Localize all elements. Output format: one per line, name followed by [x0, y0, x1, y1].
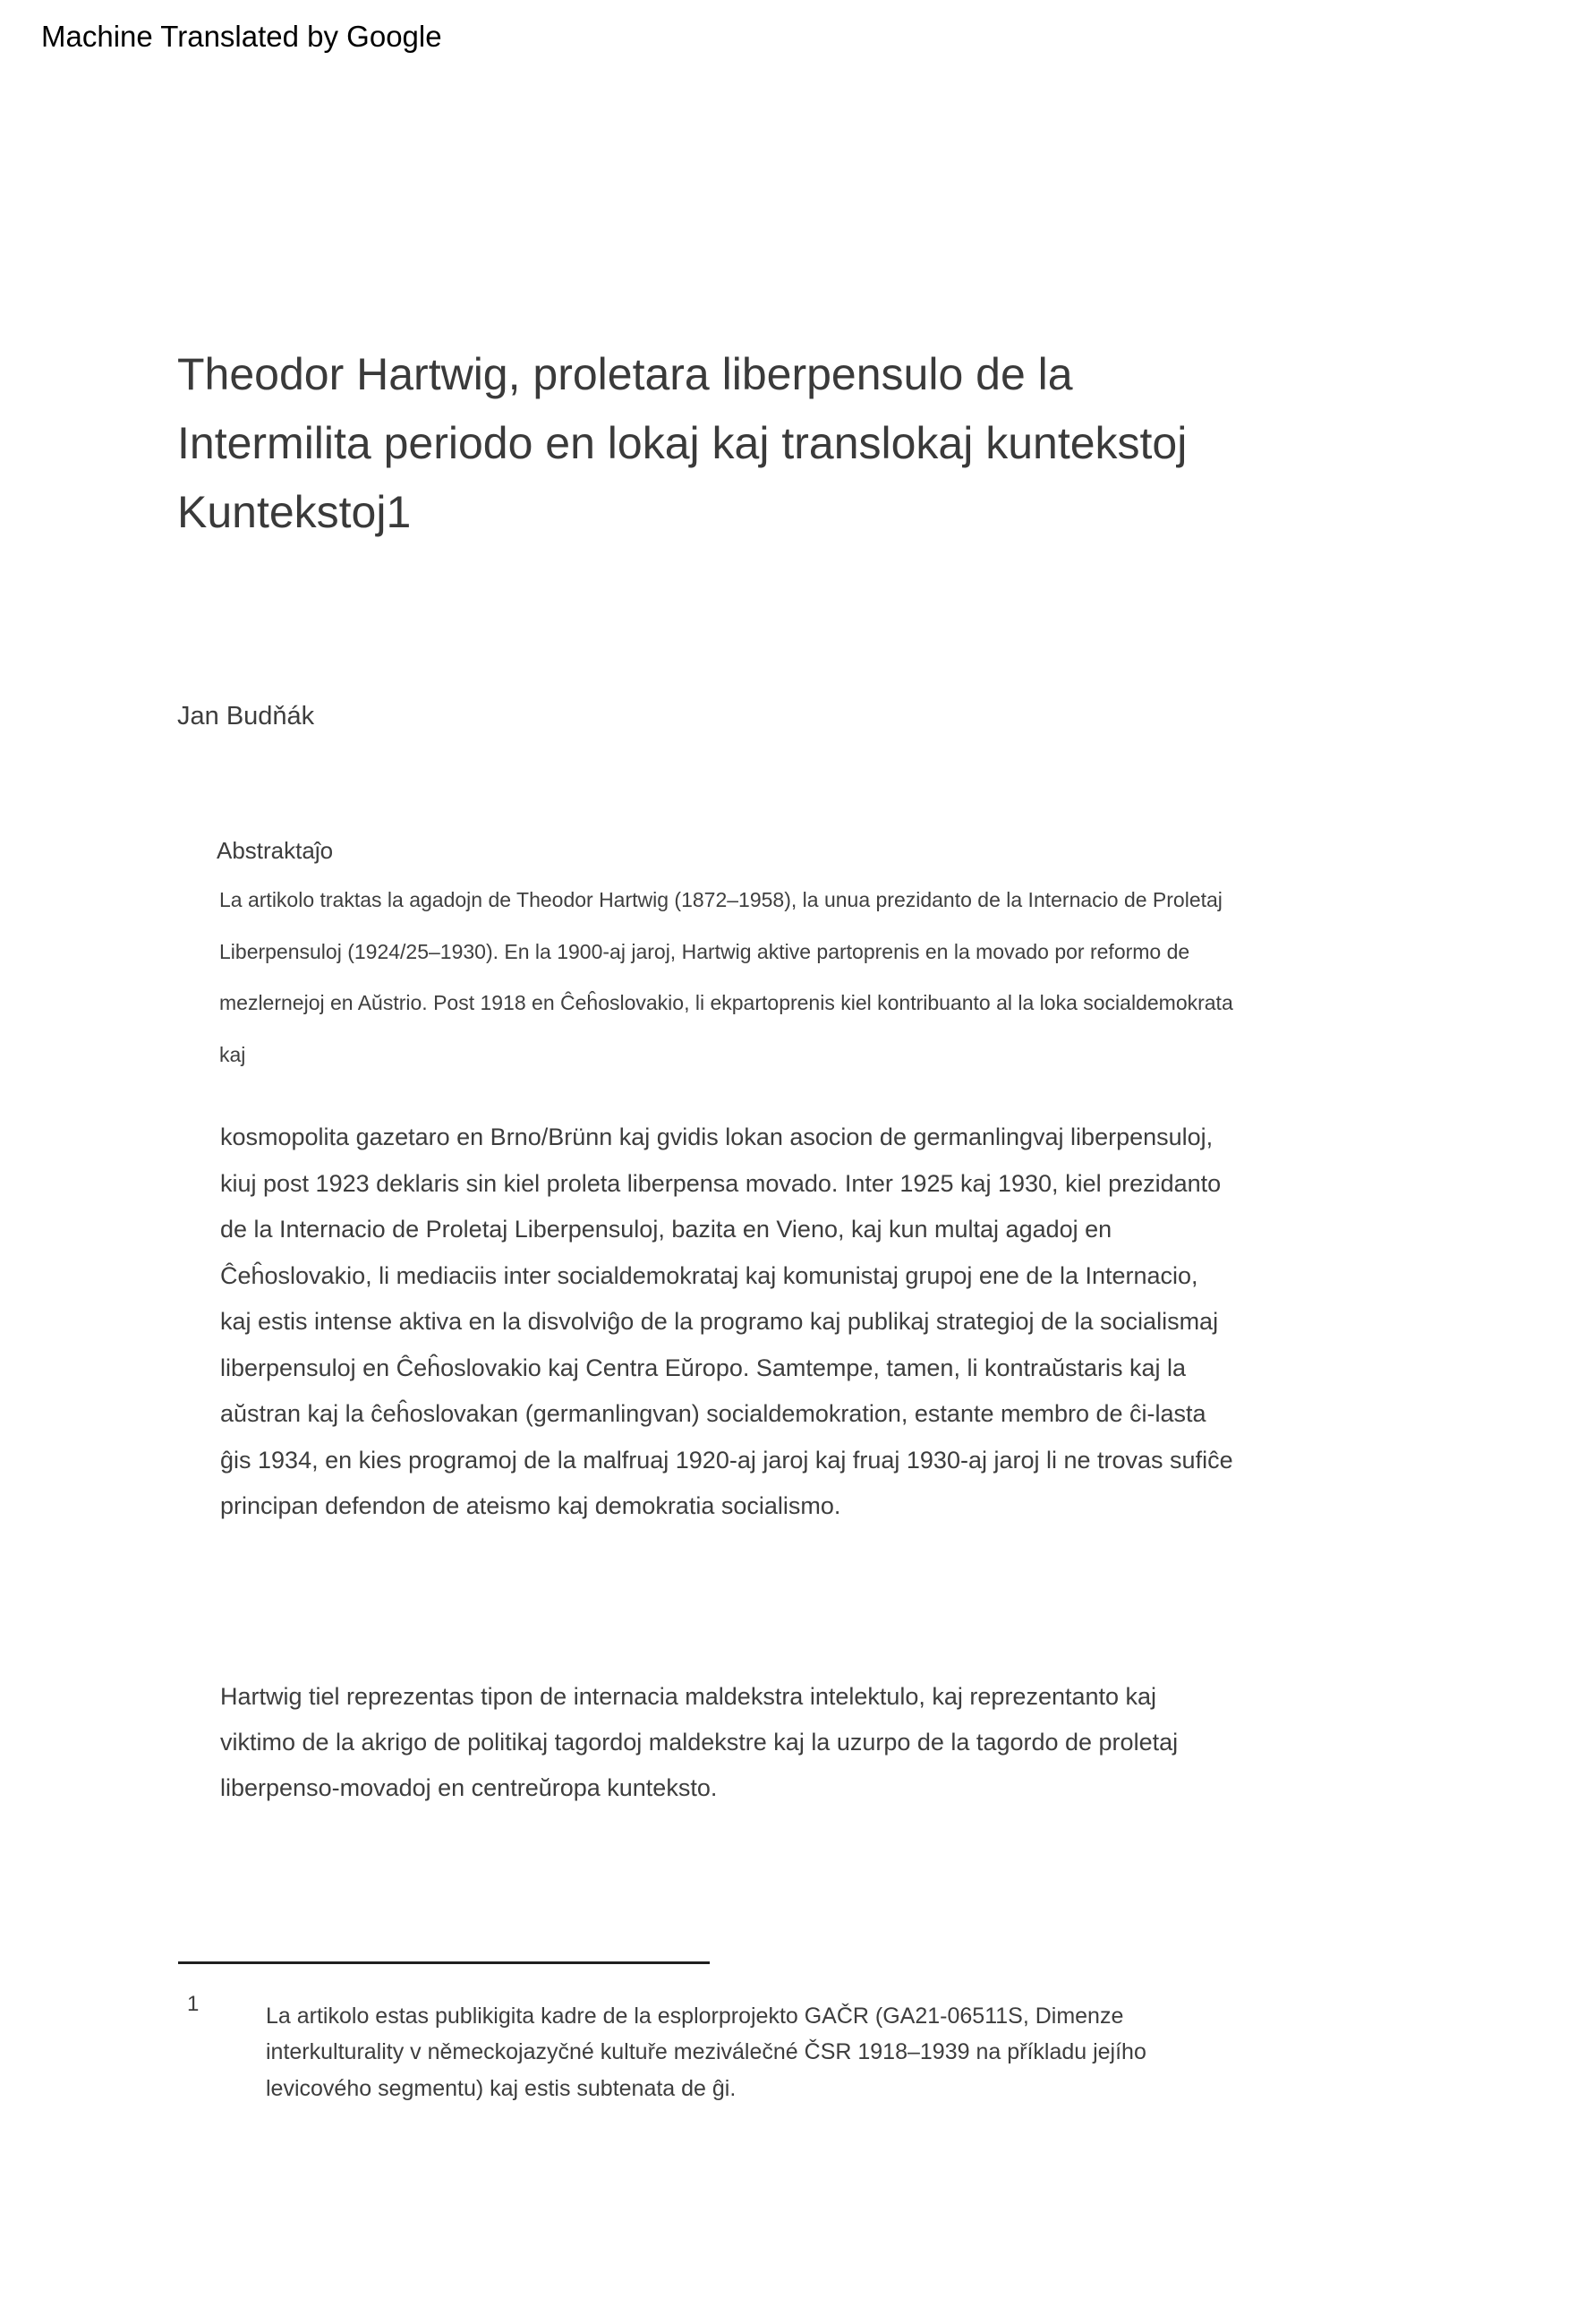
text-line: levicového segmentu) kaj estis subtenata de ĝi. [266, 2075, 737, 2101]
text-line: mezlernejoj en Aŭstrio. Post 1918 en Ĉeĥoslovakio, li ekpartoprenis kiel kontribuanto al la loka socialdemokrata [219, 991, 1233, 1015]
text-line: liberpensuloj en Ĉeĥoslovakio kaj Centra Eŭropo. Samtempe, tamen, li kontraŭstaris kaj la [220, 1354, 1187, 1381]
article-title [177, 340, 1187, 547]
abstract-label: Abstraktaĵo [217, 837, 334, 864]
text-line: kosmopolita gazetaro en Brno/Brünn kaj gvidis lokan asocion de germanlingvaj liberpensuloj, [220, 1124, 1214, 1150]
abstract-paragraph-2 [220, 1115, 1233, 1530]
text-line: La artikolo estas publikigita kadre de la esplorprojekto GAČR (GA21-06511S, Dimenze [266, 2004, 1124, 2029]
abstract-paragraph-1 [219, 875, 1233, 1081]
text-line: viktimo de la akrigo de politikaj tagordoj maldekstre kaj la uzurpo de la tagordo de proletaj [220, 1729, 1179, 1756]
footnote-text [266, 1998, 1146, 2106]
text-line: liberpenso-movadoj en centreŭropa kunteksto. [220, 1774, 718, 1801]
abstract-paragraph-3 [220, 1674, 1178, 1811]
text-line: de la Internacio de Proletaj Liberpensuloj, bazita en Vieno, kaj kun multaj agadoj en [220, 1216, 1112, 1243]
text-line: kiuj post 1923 deklaris sin kiel proleta liberpensa movado. Inter 1925 kaj 1930, kiel prezidanto [220, 1169, 1222, 1197]
author-name: Jan Budňák [177, 702, 315, 731]
text-line: kaj [219, 1042, 246, 1066]
text-line: Liberpensuloj (1924/25–1930). En la 1900-aj jaroj, Hartwig aktive partoprenis en la movado por reformo de [219, 939, 1190, 963]
machine-translated-note: Machine Translated by Google [41, 20, 442, 53]
text-line: aŭstran kaj la ĉeĥoslovakan (germanlingvan) socialdemokration, estante membro de ĉi-lasta [220, 1400, 1206, 1427]
title-line: Kuntekstoj1 [177, 487, 412, 537]
text-line: kaj estis intense aktiva en la disvolviĝo de la programo kaj publikaj strategioj de la socialismaj [220, 1308, 1219, 1335]
text-line: ĝis 1934, en kies programoj de la malfruaj 1920-aj jaroj kaj fruaj 1930-aj jaroj li ne trovas sufiĉe [220, 1446, 1233, 1474]
title-line: Intermilita periodo en lokaj kaj translokaj kuntekstoj [177, 418, 1188, 468]
footnote-divider [178, 1961, 710, 1964]
text-line: interkulturality v německojazyčné kultuře meziválečné ČSR 1918–1939 na příkladu jejího [266, 2039, 1146, 2065]
text-line: Ĉeĥoslovakio, li mediaciis inter socialdemokrataj kaj komunistaj grupoj ene de la Internacio, [220, 1261, 1198, 1289]
title-line: Theodor Hartwig, proletara liberpensulo de la [177, 349, 1073, 399]
text-line: La artikolo traktas la agadojn de Theodor Hartwig (1872–1958), la unua prezidanto de la Internacio de Proletaj [219, 888, 1223, 911]
text-line: principan defendon de ateismo kaj demokratia socialismo. [220, 1492, 841, 1519]
text-line: Hartwig tiel reprezentas tipon de internacia maldekstra intelektulo, kaj reprezentanto kaj [220, 1683, 1157, 1710]
footnote-marker: 1 [187, 1992, 200, 2016]
